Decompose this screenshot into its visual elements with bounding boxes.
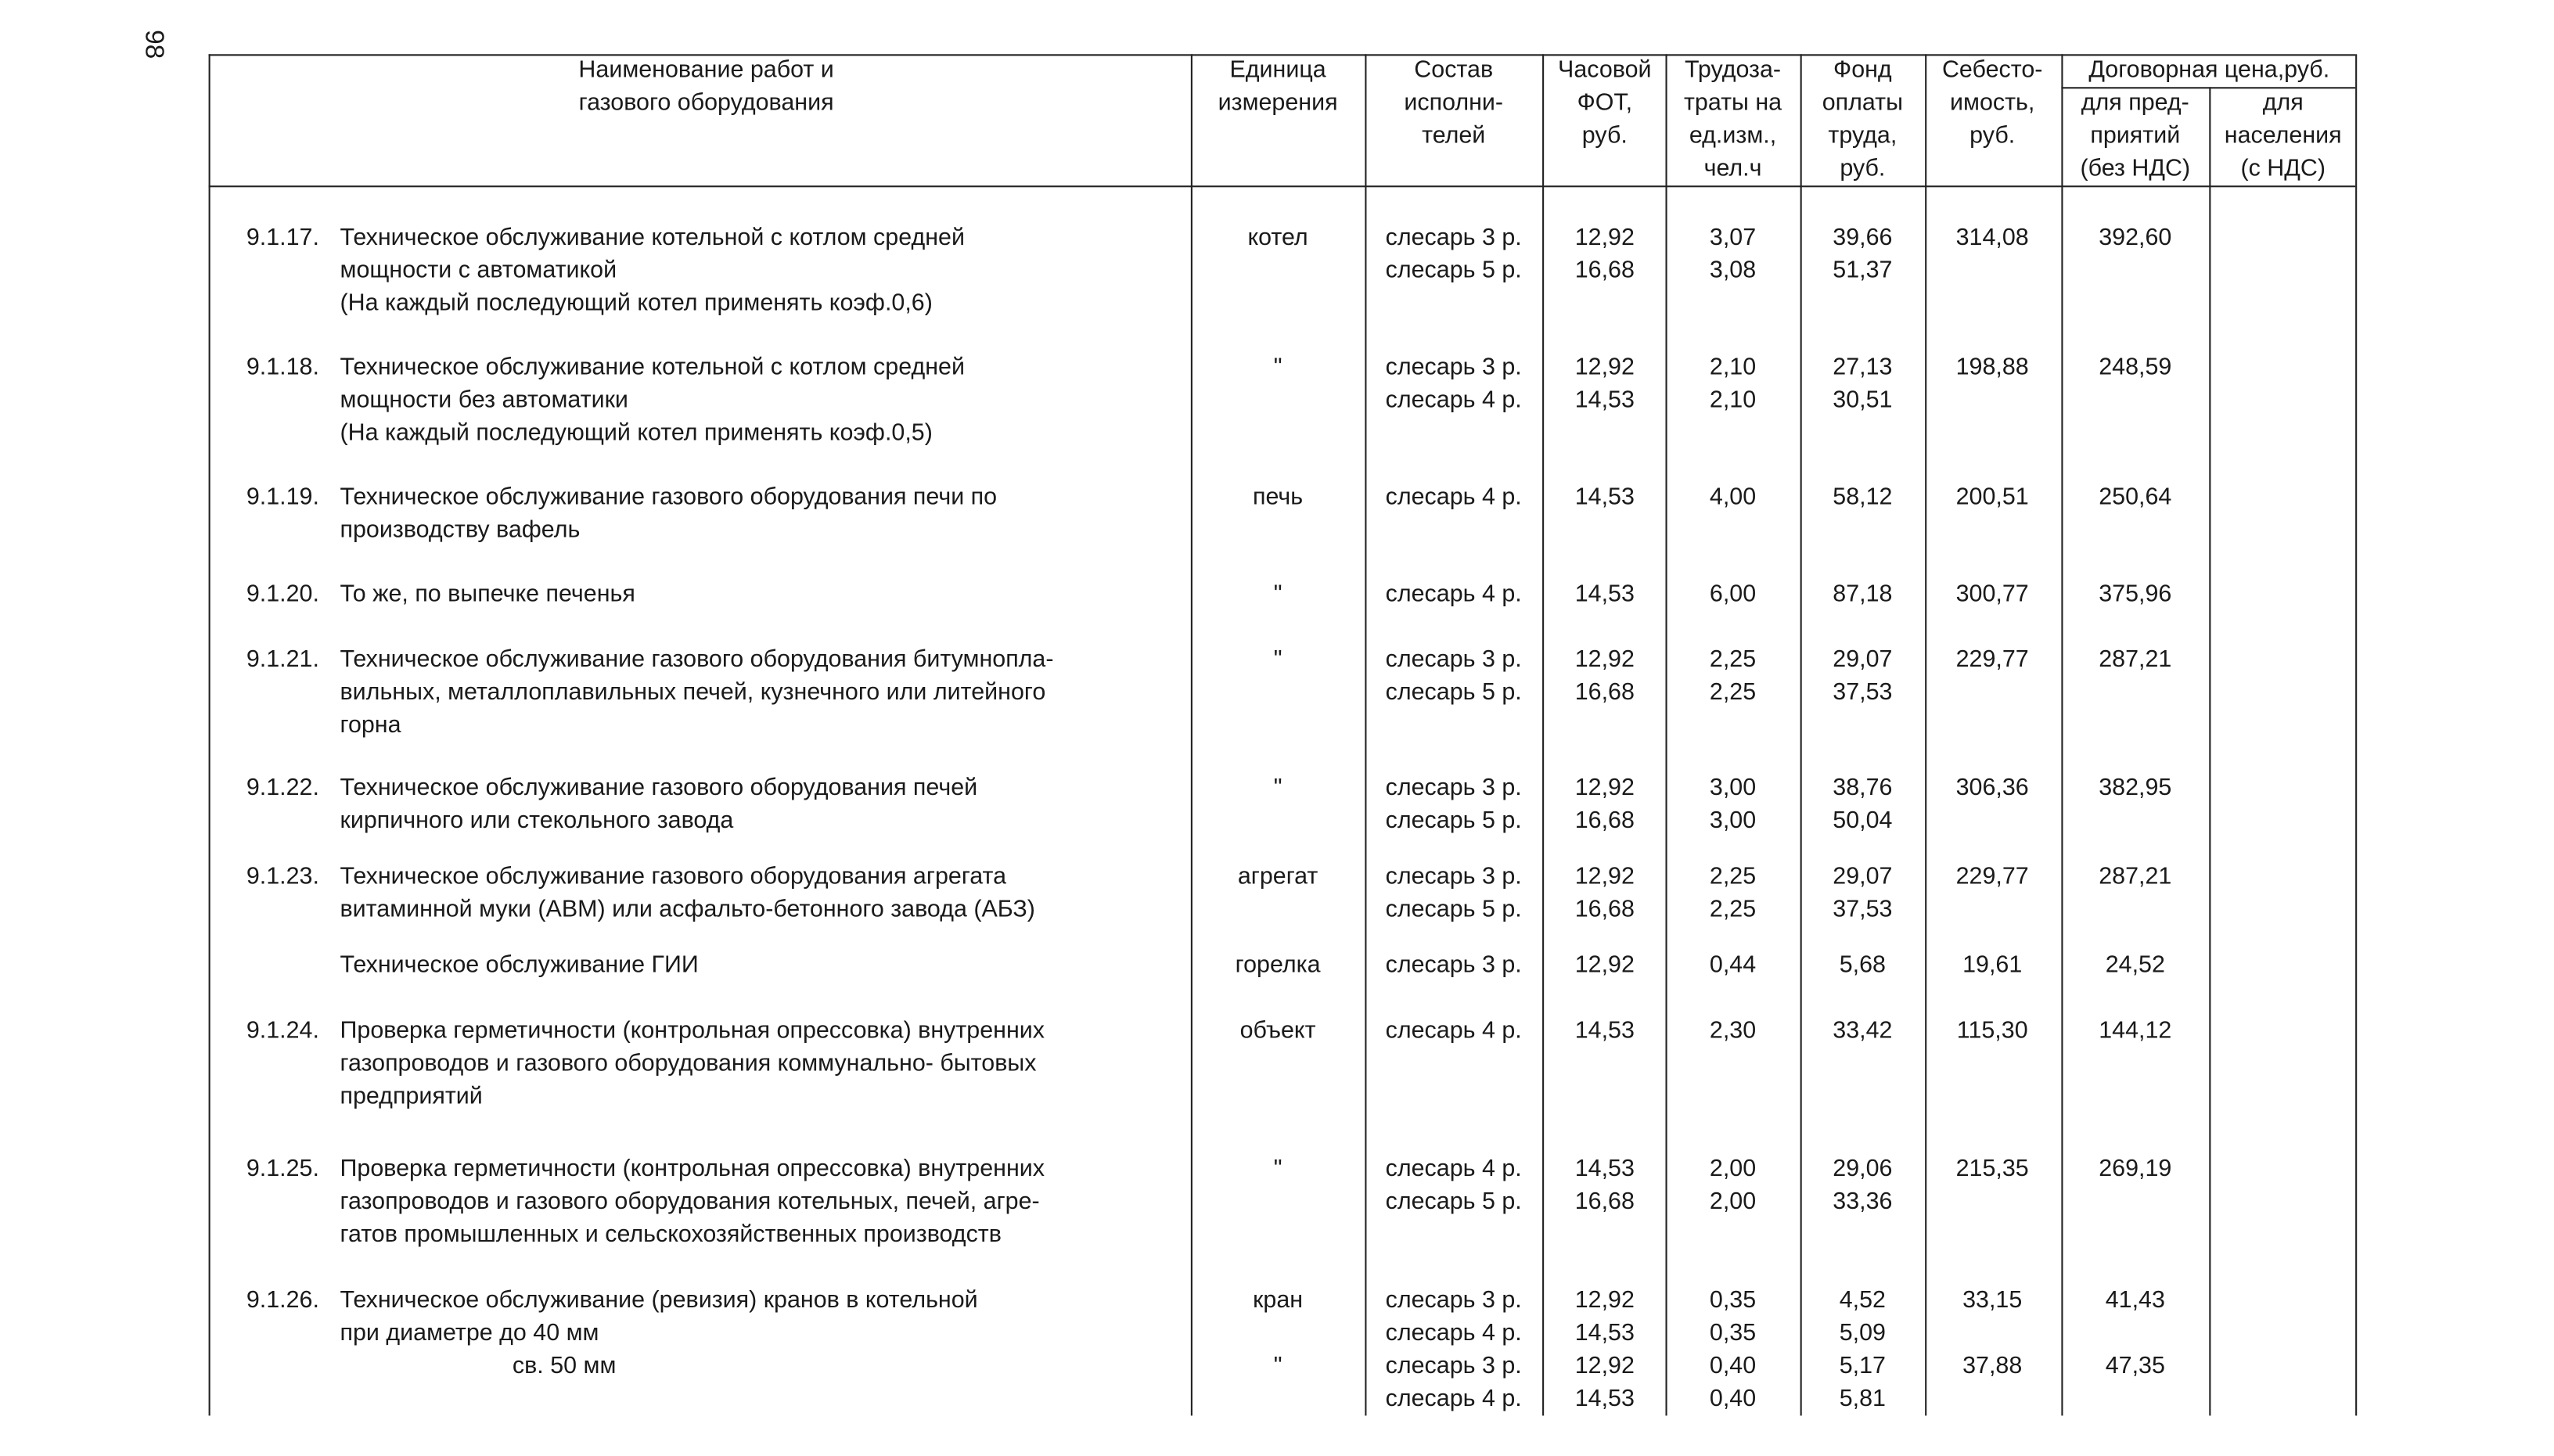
- header-staff-line: исполни-: [1404, 90, 1504, 117]
- row-hourly-value: 14,53: [1574, 581, 1635, 608]
- row-number: 9.1.24.: [246, 1018, 319, 1045]
- row-staff-value: слесарь 4 р.: [1385, 1386, 1522, 1413]
- row-staff-value: слесарь 4 р.: [1385, 387, 1522, 414]
- row-unit: объект: [1239, 1018, 1316, 1045]
- row-staff-value: слесарь 3 р.: [1385, 225, 1522, 252]
- row-fund-value: 39,66: [1833, 225, 1893, 252]
- row-name-line: газопроводов и газового оборудования коммунально- бытовых: [340, 1051, 1037, 1078]
- row-cost: 200,51: [1955, 484, 2029, 511]
- row-name-line: Техническое обслуживание газового оборудования битумнопла-: [340, 647, 1054, 674]
- header-name-line: Наименование работ и: [578, 57, 834, 84]
- column-rule: [1925, 54, 1926, 1415]
- row-name-line: предприятий: [340, 1084, 483, 1110]
- row-price-ent: 248,59: [2099, 354, 2172, 381]
- row-unit: агрегат: [1237, 864, 1318, 890]
- row-unit: кран: [1253, 1287, 1304, 1314]
- header-fund-line: труда,: [1828, 123, 1898, 150]
- row-number: 9.1.23.: [246, 864, 319, 890]
- row-unit: ": [1273, 354, 1282, 381]
- row-number: 9.1.17.: [246, 225, 319, 252]
- row-name-line: гатов промышленных и сельскохозяйственных производств: [340, 1221, 1002, 1249]
- row-labor-value: 0,44: [1709, 952, 1757, 980]
- row-fund-value: 4,52: [1839, 1287, 1886, 1314]
- row-name-line: при диаметре до 40 мм: [340, 1320, 599, 1347]
- row-labor-value: 2,25: [1709, 647, 1757, 674]
- row-labor-value: 3,00: [1709, 807, 1757, 835]
- row-fund-value: 5,09: [1839, 1320, 1886, 1347]
- row-name-line: мощности без автоматики: [340, 387, 628, 414]
- row-unit: ": [1273, 775, 1282, 802]
- row-staff-value: слесарь 3 р.: [1385, 1287, 1522, 1314]
- header-price-ent-line: приятий: [2090, 123, 2181, 150]
- header-price-pop-line: населения: [2224, 123, 2342, 150]
- page-number: 98: [139, 29, 167, 59]
- header-fund-line: Фонд: [1833, 57, 1892, 84]
- row-name-line: То же, по выпечке печенья: [340, 581, 635, 608]
- row-labor-value: 2,10: [1709, 354, 1757, 381]
- header-labor-line: ед.изм.,: [1689, 123, 1777, 150]
- row-name-line: Проверка герметичности (контрольная опрессовка) внутренних: [340, 1156, 1045, 1183]
- row-staff-value: слесарь 4 р.: [1385, 1320, 1522, 1347]
- row-fund-value: 5,17: [1839, 1353, 1886, 1380]
- row-staff-value: слесарь 5 р.: [1385, 257, 1522, 285]
- row-unit: ": [1273, 581, 1282, 608]
- row-unit: печь: [1253, 484, 1304, 511]
- row-hourly-value: 12,92: [1574, 1353, 1635, 1380]
- row-price-ent: 250,64: [2099, 484, 2172, 511]
- column-rule: [2061, 54, 2063, 1415]
- header-cost-line: имость,: [1950, 90, 2035, 117]
- row-hourly-value: 14,53: [1574, 484, 1635, 511]
- row-labor-value: 2,25: [1709, 864, 1757, 890]
- row-cost: 306,36: [1955, 775, 2029, 802]
- row-labor-value: 0,40: [1709, 1353, 1757, 1380]
- row-fund-value: 58,12: [1833, 484, 1893, 511]
- row-cost: 215,35: [1955, 1156, 2029, 1183]
- row-number: 9.1.25.: [246, 1156, 319, 1183]
- row-staff-value: слесарь 3 р.: [1385, 354, 1522, 381]
- row-price-ent: 269,19: [2099, 1156, 2172, 1183]
- row-fund-value: 38,76: [1833, 775, 1893, 802]
- row-number: 9.1.22.: [246, 775, 319, 802]
- header-bottom-border: [209, 185, 2356, 187]
- row-number: 9.1.20.: [246, 581, 319, 608]
- row-fund-value: 5,81: [1839, 1386, 1886, 1413]
- header-cost-line: Себесто-: [1941, 57, 2043, 84]
- row-number: 9.1.21.: [246, 647, 319, 674]
- row-fund-value: 37,53: [1833, 897, 1893, 923]
- row-price-ent: 287,21: [2099, 864, 2172, 890]
- row-price-ent: 392,60: [2099, 225, 2172, 252]
- row-fund-value: 5,68: [1839, 952, 1886, 980]
- row-name-line: Техническое обслуживание газового оборудования агрегата: [340, 864, 1007, 890]
- row-fund-value: 29,07: [1833, 647, 1893, 674]
- row-cost: 314,08: [1955, 225, 2029, 252]
- header-price-pop-line: (с НДС): [2240, 156, 2326, 183]
- row-staff-value: слесарь 4 р.: [1385, 484, 1522, 511]
- row-name-line: Техническое обслуживание газового оборудования печи по: [340, 484, 998, 511]
- row-price-ent: 287,21: [2099, 647, 2172, 674]
- row-labor-value: 2,30: [1709, 1018, 1757, 1045]
- header-cost-line: руб.: [1969, 123, 2016, 150]
- row-labor-value: 6,00: [1709, 581, 1757, 608]
- row-hourly-value: 12,92: [1574, 864, 1635, 890]
- row-fund-value: 33,42: [1833, 1018, 1893, 1045]
- row-hourly-value: 12,92: [1574, 225, 1635, 252]
- row-price-ent: 41,43: [2105, 1287, 2165, 1314]
- row-fund-value: 51,37: [1833, 257, 1893, 285]
- row-staff-value: слесарь 3 р.: [1385, 1353, 1522, 1380]
- row-number: 9.1.18.: [246, 354, 319, 381]
- row-staff-value: слесарь 4 р.: [1385, 581, 1522, 608]
- row-hourly-value: 12,92: [1574, 354, 1635, 381]
- row-name-line: (На каждый последующий котел применять коэф.0,6): [340, 290, 933, 318]
- row-labor-value: 2,10: [1709, 387, 1757, 414]
- row-name-line: Техническое обслуживание ГИИ: [340, 952, 699, 980]
- row-labor-value: 2,00: [1709, 1156, 1757, 1183]
- row-hourly-value: 12,92: [1574, 952, 1635, 980]
- column-rule: [1191, 54, 1192, 1415]
- row-staff-value: слесарь 3 р.: [1385, 775, 1522, 802]
- header-hourly-line: Часовой: [1558, 57, 1652, 84]
- row-hourly-value: 14,53: [1574, 1156, 1635, 1183]
- row-fund-value: 37,53: [1833, 680, 1893, 706]
- row-fund-value: 33,36: [1833, 1188, 1893, 1216]
- row-price-ent: 375,96: [2099, 581, 2172, 608]
- row-staff-value: слесарь 5 р.: [1385, 1188, 1522, 1216]
- row-name-line: вильных, металлоплавильных печей, кузнечного или литейного: [340, 680, 1046, 706]
- header-unit-line: Единица: [1229, 57, 1326, 84]
- row-name-line: Техническое обслуживание котельной с котлом средней: [340, 354, 965, 381]
- row-labor-value: 2,25: [1709, 897, 1757, 923]
- row-name-line: мощности с автоматикой: [340, 257, 617, 285]
- row-labor-value: 4,00: [1709, 484, 1757, 511]
- row-labor-value: 0,35: [1709, 1320, 1757, 1347]
- header-staff-line: телей: [1422, 123, 1486, 150]
- row-hourly-value: 14,53: [1574, 1386, 1635, 1413]
- row-number: 9.1.19.: [246, 484, 319, 511]
- row-hourly-value: 12,92: [1574, 647, 1635, 674]
- header-name-line: газового оборудования: [578, 90, 834, 117]
- header-fund-line: руб.: [1840, 156, 1886, 183]
- header-hourly-line: руб.: [1581, 123, 1628, 150]
- row-labor-value: 3,08: [1709, 257, 1757, 285]
- row-hourly-value: 12,92: [1574, 1287, 1635, 1314]
- row-hourly-value: 16,68: [1574, 807, 1635, 835]
- row-number: 9.1.26.: [246, 1287, 319, 1314]
- row-fund-value: 29,07: [1833, 864, 1893, 890]
- row-price-ent: 144,12: [2099, 1018, 2172, 1045]
- column-rule: [209, 54, 210, 1415]
- row-staff-value: слесарь 3 р.: [1385, 864, 1522, 890]
- row-staff-value: слесарь 3 р.: [1385, 647, 1522, 674]
- row-name-line: Техническое обслуживание котельной с котлом средней: [340, 225, 965, 252]
- row-cost: 37,88: [1962, 1353, 2023, 1380]
- row-cost: 19,61: [1962, 952, 2023, 980]
- row-cost: 229,77: [1955, 647, 2029, 674]
- row-price-ent: 24,52: [2105, 952, 2165, 980]
- header-labor-line: чел.ч: [1703, 156, 1762, 183]
- row-name-line: св. 50 мм: [512, 1353, 617, 1380]
- header-fund-line: оплаты: [1822, 90, 1904, 117]
- row-unit: ": [1273, 1353, 1282, 1380]
- row-unit: ": [1273, 1156, 1282, 1183]
- row-hourly-value: 16,68: [1574, 897, 1635, 923]
- row-hourly-value: 16,68: [1574, 680, 1635, 706]
- header-price-pop-line: для: [2262, 90, 2304, 117]
- header-hourly-line: ФОТ,: [1577, 90, 1633, 117]
- row-name-line: горна: [340, 713, 401, 739]
- header-unit-line: измерения: [1218, 90, 1338, 117]
- row-labor-value: 3,07: [1709, 225, 1757, 252]
- row-fund-value: 30,51: [1833, 387, 1893, 414]
- row-fund-value: 29,06: [1833, 1156, 1893, 1183]
- row-cost: 229,77: [1955, 864, 2029, 890]
- row-cost: 300,77: [1955, 581, 2029, 608]
- row-unit: горелка: [1235, 952, 1321, 980]
- row-staff-value: слесарь 4 р.: [1385, 1018, 1522, 1045]
- row-staff-value: слесарь 3 р.: [1385, 952, 1522, 980]
- row-labor-value: 2,00: [1709, 1188, 1757, 1216]
- row-name-line: газопроводов и газового оборудования котельных, печей, агре-: [340, 1188, 1040, 1216]
- row-price-ent: 47,35: [2105, 1353, 2165, 1380]
- row-hourly-value: 16,68: [1574, 257, 1635, 285]
- row-labor-value: 2,25: [1709, 680, 1757, 706]
- row-name-line: кирпичного или стекольного завода: [340, 807, 734, 835]
- header-staff-line: Состав: [1414, 57, 1494, 84]
- column-rule: [2209, 87, 2210, 1415]
- row-name-line: витаминной муки (АВМ) или асфальто-бетонного завода (АБЗ): [340, 897, 1035, 923]
- row-hourly-value: 14,53: [1574, 387, 1635, 414]
- row-staff-value: слесарь 5 р.: [1385, 897, 1522, 923]
- row-hourly-value: 16,68: [1574, 1188, 1635, 1216]
- row-hourly-value: 12,92: [1574, 775, 1635, 802]
- row-name-line: Проверка герметичности (контрольная опрессовка) внутренних: [340, 1018, 1045, 1045]
- header-price-ent-line: (без НДС): [2080, 156, 2191, 183]
- row-fund-value: 87,18: [1833, 581, 1893, 608]
- row-labor-value: 3,00: [1709, 775, 1757, 802]
- row-fund-value: 27,13: [1833, 354, 1893, 381]
- row-cost: 33,15: [1962, 1287, 2023, 1314]
- row-labor-value: 0,35: [1709, 1287, 1757, 1314]
- row-price-ent: 382,95: [2099, 775, 2172, 802]
- row-cost: 115,30: [1956, 1018, 2028, 1045]
- row-unit: ": [1273, 647, 1282, 674]
- row-unit: котел: [1247, 225, 1308, 252]
- row-fund-value: 50,04: [1833, 807, 1893, 835]
- row-hourly-value: 14,53: [1574, 1320, 1635, 1347]
- header-price-ent-line: для пред-: [2081, 90, 2189, 117]
- row-staff-value: слесарь 5 р.: [1385, 680, 1522, 706]
- row-hourly-value: 14,53: [1574, 1018, 1635, 1045]
- row-staff-value: слесарь 5 р.: [1385, 807, 1522, 835]
- header-price-group: Договорная цена,руб.: [2088, 57, 2330, 84]
- row-name-line: производству вафель: [340, 517, 581, 544]
- row-name-line: Техническое обслуживание газового оборудования печей: [340, 775, 978, 802]
- header-labor-line: траты на: [1683, 90, 1782, 117]
- row-labor-value: 0,40: [1709, 1386, 1757, 1413]
- row-staff-value: слесарь 4 р.: [1385, 1156, 1522, 1183]
- row-name-line: Техническое обслуживание (ревизия) кранов в котельной: [340, 1287, 978, 1314]
- header-labor-line: Трудоза-: [1685, 57, 1782, 84]
- row-name-line: (На каждый последующий котел применять коэф.0,5): [340, 420, 933, 447]
- column-rule: [2355, 54, 2357, 1415]
- row-cost: 198,88: [1955, 354, 2029, 381]
